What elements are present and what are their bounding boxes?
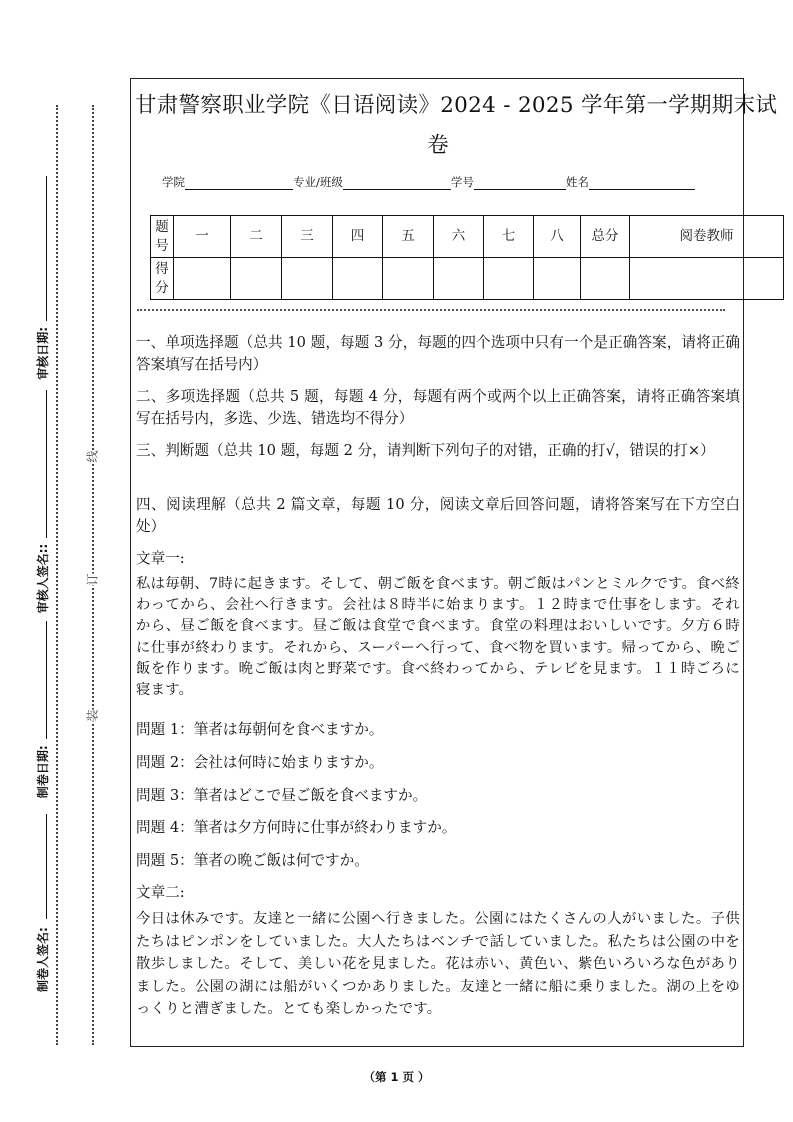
article-1-heading: 文章一: (136, 550, 185, 567)
binding-mark-xian: 线 (83, 450, 102, 462)
score-table-score-row (151, 258, 784, 300)
column-header: 四 (333, 216, 383, 258)
reviewer-signature-line[interactable] (45, 390, 47, 538)
score-label: 得分 (151, 258, 174, 300)
binding-mark-zhuang: 装 (83, 709, 102, 721)
section-2-instructions: 二、多项选择题（总共 5 题，每题 4 分，每题有两个或两个以上正确答案，请将正确答案填写在括号内，多选、少选、错选均不得分） (136, 388, 740, 427)
section-1-instructions: 一、单项选择题（总共 10 题，每题 3 分，每题的四个选项中只有一个是正确答案，请将正确答案填写在括号内） (136, 334, 740, 373)
major-class-label: 专业/班级 (293, 175, 343, 189)
column-header: 三 (282, 216, 333, 258)
question-number-label: 题号 (151, 216, 174, 258)
college-field[interactable] (185, 177, 293, 190)
article-2-heading: 文章二: (136, 884, 185, 901)
student-info-row (162, 174, 695, 190)
score-cell[interactable] (434, 258, 484, 300)
question-5: 問題 5：筆者の晩ご飯は何ですか。 (136, 852, 369, 869)
margin-signature-strip (31, 142, 51, 992)
score-cell[interactable] (333, 258, 383, 300)
column-header: 一 (174, 216, 231, 258)
binding-dotted-line-outer (56, 105, 58, 1045)
column-header: 六 (434, 216, 484, 258)
name-label: 姓名 (565, 175, 589, 189)
review-date-line[interactable] (45, 176, 47, 321)
score-cell[interactable] (630, 258, 784, 300)
maker-date-label: 制卷日期: (36, 745, 50, 799)
column-header: 阅卷教师 (630, 216, 784, 258)
score-cell[interactable] (534, 258, 581, 300)
score-cell[interactable] (174, 258, 231, 300)
student-id-field[interactable] (474, 177, 566, 190)
binding-mark-ding: 订 (83, 573, 102, 585)
question-1: 問題 1：筆者は毎朝何を食べますか。 (136, 721, 384, 738)
column-header: 二 (231, 216, 282, 258)
question-3: 問題 3：筆者はどこで昼ご飯を食べますか。 (136, 787, 428, 804)
column-header: 七 (484, 216, 534, 258)
article-2-text: 今日は休みです。友達と一緒に公園へ行きました。公園にはたくさんの人がいました。子供たちはピンポンをしていました。大人たちはベンチで話していました。私たちは公園の中を散歩しました。そして、美しい花を見ました。花は赤い、黄色い、紫色いろいろな色がありました。公園の湖には船がいくつかありました。友達と一緒に船に乗りました。湖の上をゆっくりと漕ぎました。とても楽しかったです。 (136, 911, 740, 1017)
page-number: （第 1 页 ） (363, 1070, 430, 1084)
column-header: 五 (383, 216, 434, 258)
column-header: 总分 (581, 216, 630, 258)
article-1-text: 私は毎朝、7時に起きます。そして、朝ご飯を食べます。朝ご飯はパンとミルクです。食べ終わってから、会社へ行きます。会社は８時半に始まります。１２時まで仕事をします。それから、昼ご飯を食べます。昼ご飯は食堂で食べます。食堂の料理はおいしいです。夕方６時に仕事が終わります。それから、スーパーへ行って、食べ物を買います。帰ってから、晩ご飯を作ります。晩ご飯は肉と野菜です。食べ終わってから、テレビを見ます。１１時ごろに寝ます。 (136, 576, 740, 699)
name-field[interactable] (589, 177, 695, 190)
major-class-field[interactable] (343, 177, 451, 190)
score-table-header-row (151, 216, 784, 258)
exam-title: 甘肃警察职业学院《日语阅读》2024 - 2025 学年第一学期期末试 (135, 93, 778, 118)
maker-signature-line[interactable] (45, 814, 47, 919)
score-cell[interactable] (231, 258, 282, 300)
reviewer-signature-label: 审核人签名:: (36, 543, 50, 614)
score-cell[interactable] (581, 258, 630, 300)
student-id-label: 学号 (450, 175, 474, 189)
section-3-instructions: 三、判断题（总共 10 题，每题 2 分，请判断下列句子的对错，正确的打√，错误的打×） (136, 442, 715, 459)
column-header: 八 (534, 216, 581, 258)
question-2: 問題 2：会社は何時に始まりますか。 (136, 754, 384, 771)
dotted-separator (137, 309, 725, 311)
exam-title-continued: 卷 (427, 133, 449, 158)
score-table (150, 215, 784, 300)
question-4: 問題 4：筆者は夕方何時に仕事が終わりますか。 (136, 819, 457, 836)
college-label: 学院 (162, 175, 185, 189)
score-cell[interactable] (484, 258, 534, 300)
section-4-instructions: 四、阅读理解（总共 2 篇文章，每题 10 分，阅读文章后回答问题，请将答案写在下方空白处） (136, 496, 740, 535)
review-date-label: 审核日期: (36, 326, 50, 380)
score-cell[interactable] (282, 258, 333, 300)
maker-signature-label: 制卷人签名: (36, 927, 50, 992)
score-cell[interactable] (383, 258, 434, 300)
maker-date-line[interactable] (45, 621, 47, 739)
